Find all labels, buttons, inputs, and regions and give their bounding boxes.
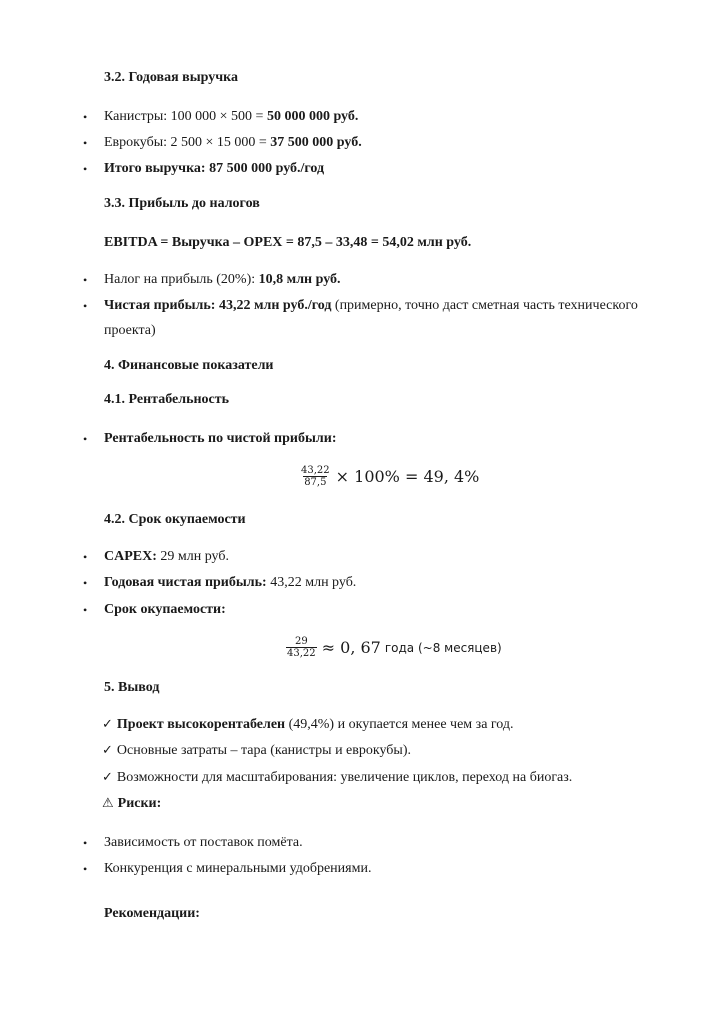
net-profit-label: Чистая прибыль: 43,22 млн руб./год	[104, 298, 332, 313]
kanistry-label: Канистры: 100 000 × 500 =	[104, 109, 267, 124]
bullet-icon: •	[83, 273, 88, 287]
fraction-denominator: 87,5	[304, 477, 327, 488]
check-icon: ✓	[102, 717, 113, 732]
bullet-icon: •	[83, 603, 88, 617]
bullet-icon: •	[83, 299, 88, 313]
annual-profit-value: 43,22 млн руб.	[266, 575, 357, 590]
list-item-payback: Срок окупаемости:	[104, 602, 226, 617]
net-profit-note-cont: проекта)	[104, 323, 156, 338]
tax-label: Налог на прибыль (20%):	[104, 272, 259, 287]
rentability-fraction	[300, 465, 331, 488]
payback-note: года (~8 месяцев)	[384, 640, 502, 655]
payback-fraction	[286, 636, 317, 659]
payback-result: ≈ 0, 67	[321, 638, 381, 657]
risks-heading	[102, 795, 161, 813]
conclusion-item-1	[102, 716, 514, 734]
list-item-kanistry	[104, 108, 358, 126]
bullet-icon: •	[83, 432, 88, 446]
risk-item-2: Конкуренция с минеральными удобрениями.	[104, 861, 372, 876]
fraction-numerator: 29	[294, 636, 308, 647]
conclusion-item-2	[102, 742, 411, 760]
list-item-capex	[104, 548, 229, 566]
recommendations-heading: Рекомендации:	[104, 906, 200, 921]
check-icon: ✓	[102, 770, 113, 785]
capex-label: CAPEX:	[104, 549, 157, 564]
fraction-numerator: 43,22	[301, 465, 330, 476]
list-item-total: Итого выручка: 87 500 000 руб./год	[104, 161, 325, 176]
list-item-rentability: Рентабельность по чистой прибыли:	[104, 431, 337, 446]
conclusion-2-text: Основные затраты – тара (канистры и еврокубы).	[116, 743, 411, 758]
list-item-eurocubes	[104, 134, 362, 152]
section-4-1-title: 4.1. Рентабельность	[104, 392, 230, 407]
eurocubes-value: 37 500 000 руб.	[270, 135, 362, 150]
risk-item-1: Зависимость от поставок помёта.	[104, 835, 303, 850]
list-item-annual-profit	[104, 574, 356, 592]
bullet-icon: •	[83, 110, 88, 124]
bullet-icon: •	[83, 162, 88, 176]
eurocubes-label: Еврокубы: 2 500 × 15 000 =	[104, 135, 271, 150]
warning-icon: ⚠	[102, 796, 114, 811]
conclusion-1-rest: (49,4%) и окупается менее чем за год.	[285, 717, 514, 732]
section-3-3-title: 3.3. Прибыль до налогов	[104, 196, 260, 211]
bullet-icon: •	[83, 836, 88, 850]
section-3-2-title: 3.2. Годовая выручка	[104, 70, 238, 85]
section-4-2-title: 4.2. Срок окупаемости	[104, 512, 246, 527]
list-item-tax	[104, 271, 341, 289]
capex-value: 29 млн руб.	[156, 549, 229, 564]
net-profit-note: (примерно, точно даст сметная часть технического	[331, 298, 638, 313]
bullet-icon: •	[83, 550, 88, 564]
rentability-formula	[300, 465, 479, 488]
kanistry-value: 50 000 000 руб.	[266, 109, 359, 124]
tax-value: 10,8 млн руб.	[258, 272, 341, 287]
fraction-denominator: 43,22	[287, 648, 316, 659]
conclusion-item-3	[102, 769, 572, 787]
rentability-result: × 100% = 49, 4%	[335, 467, 480, 486]
bullet-icon: •	[83, 862, 88, 876]
bullet-icon: •	[83, 136, 88, 150]
conclusion-1-bold: Проект высокорентабелен	[116, 717, 286, 732]
payback-formula	[286, 636, 502, 659]
risks-label: Риски:	[117, 796, 162, 811]
section-4-title: 4. Финансовые показатели	[104, 358, 274, 373]
section-5-title: 5. Вывод	[104, 680, 160, 695]
check-icon: ✓	[102, 743, 113, 758]
bullet-icon: •	[83, 576, 88, 590]
annual-profit-label: Годовая чистая прибыль:	[104, 575, 267, 590]
conclusion-3-text: Возможности для масштабирования: увеличение циклов, переход на биогаз.	[116, 770, 573, 785]
list-item-net-profit	[104, 297, 638, 315]
ebitda-formula: EBITDA = Выручка – OPEX = 87,5 – 33,48 = 54,02 млн руб.	[104, 235, 472, 250]
